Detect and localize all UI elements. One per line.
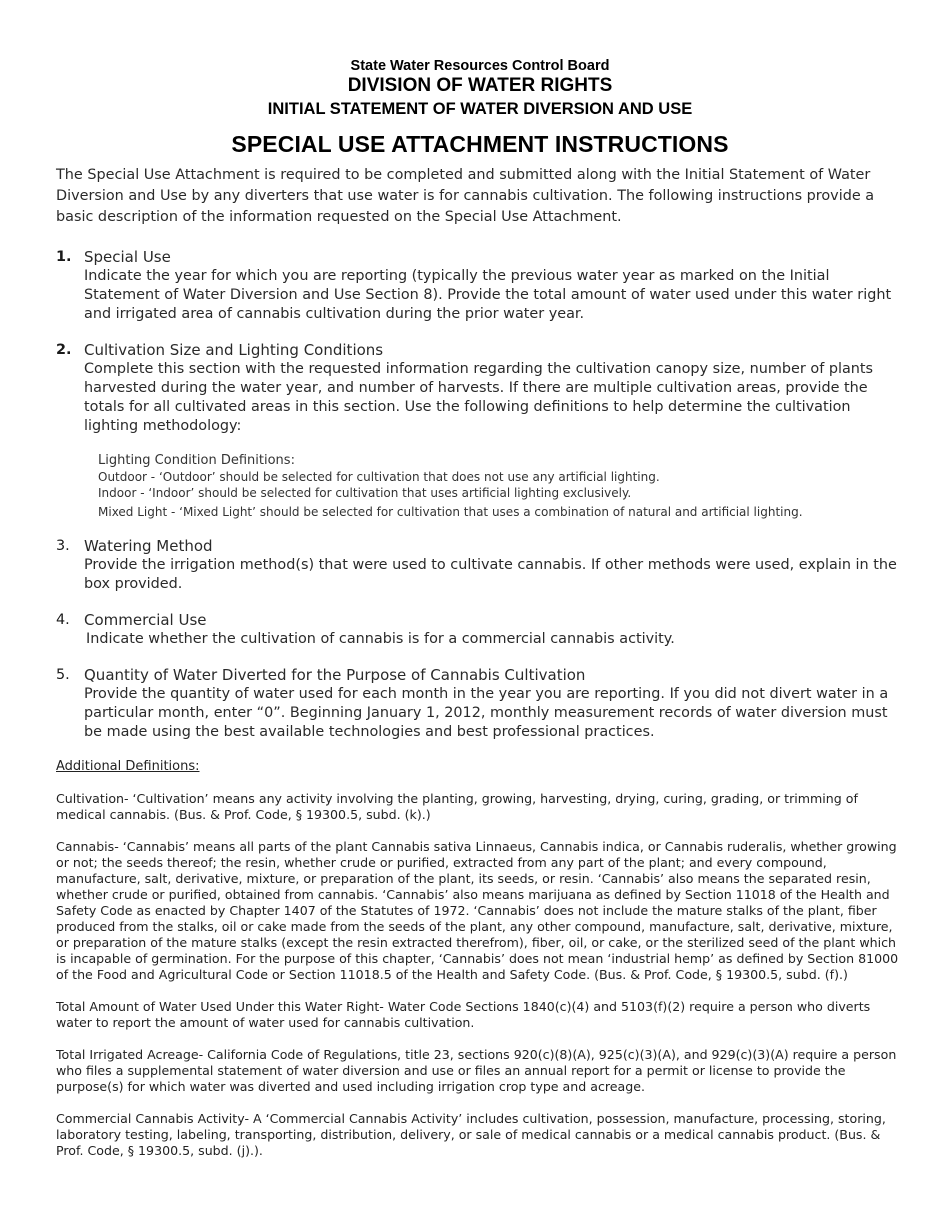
lighting-definitions-title: Lighting Condition Definitions: — [98, 453, 295, 468]
intro-paragraph: The Special Use Attachment is required to be completed and submitted along with the Initial Statement of Water Diversion and Use by any diverters that use water is for cannabis cultivation. The following instructions provide a basic description of the information requested on the Special Use Attachment. — [56, 167, 875, 225]
definition-commercial-activity: Commercial Cannabis Activity- A ‘Commercial Cannabis Activity’ includes cultivation, possession, manufacture, processing, storing, laboratory testing, labeling, transporting, distribution, delivery, or sale of medical cannabis or a medical cannabis product. (Bus. & Prof. Code, § 19300.5, subd. (j).). — [56, 1111, 886, 1158]
instruction-item-watering-method — [56, 537, 904, 594]
division-name: DIVISION OF WATER RIGHTS — [347, 75, 613, 96]
lighting-mixed: Mixed Light - ‘Mixed Light’ should be selected for cultivation that uses a combination of natural and artificial lighting. — [98, 505, 803, 519]
definition-total-acreage: Total Irrigated Acreage- California Code of Regulations, title 23, sections 920(c)(8)(A), 925(c)(3)(A), and 929(c)(3)(A) require a person who files a supplemental statement of water diversion and use or files an annual report for a permit or license to provide the purpose(s) for which water was diverted and used including irrigation crop type and acreage. — [56, 1047, 897, 1094]
additional-definitions-heading: Additional Definitions: — [56, 759, 200, 774]
item-title: Watering Method — [84, 537, 213, 555]
item-number: 1. — [56, 249, 72, 265]
instruction-item-cultivation-size — [56, 341, 904, 520]
item-title: Cultivation Size and Lighting Conditions — [84, 341, 384, 359]
item-number: 2. — [56, 342, 72, 358]
instruction-list — [56, 248, 904, 742]
definition-total-water: Total Amount of Water Used Under this Water Right- Water Code Sections 1840(c)(4) and 5103(f)(2) require a person who diverts water to report the amount of water used for cannabis cultivation. — [56, 999, 871, 1030]
statement-title: INITIAL STATEMENT OF WATER DIVERSION AND USE — [267, 100, 693, 118]
definition-cannabis: Cannabis- ‘Cannabis’ means all parts of the plant Cannabis sativa Linnaeus, Cannabis indica, or Cannabis ruderalis, whether growing or not; the seeds thereof; the resin, whether crude or purified, extracted from any part of the plant; and every compound, manufacture, salt, derivative, mixture, or preparation of the plant, its seeds, or resin. ‘Cannabis’ also means the separated resin, whether crude or purified, obtained from cannabis. ‘Cannabis’ also means marijuana as defined by Section 11018 of the Health and Safety Code as enacted by Chapter 1407 of the Statutes of 1972. ‘Cannabis’ does not include the mature stalks of the plant, fiber produced from the stalks, oil or cake made from the seeds of the plant, any other compound, manufacture, salt, derivative, mixture, or preparation of the mature stalks (except the resin extracted therefrom), fiber, oil, or cake, or the sterilized seed of the plant which is incapable of germination. For the purpose of this chapter, ‘Cannabis’ does not mean ‘industrial hemp’ as defined by Section 81000 of the Food and Agricultural Code or Section 11018.5 of the Health and Safety Code. (Bus. & Prof. Code, § 19300.5, subd. (f).) — [56, 839, 899, 982]
page-title: SPECIAL USE ATTACHMENT INSTRUCTIONS — [231, 131, 729, 157]
board-name: State Water Resources Control Board — [350, 58, 610, 74]
instruction-item-quantity-diverted — [56, 666, 904, 742]
lighting-indoor: Indoor - ‘Indoor’ should be selected for cultivation that uses artificial lighting exclusively. — [98, 486, 632, 500]
item-text: Provide the quantity of water used for each month in the year you are reporting. If you did not divert water in a particular month, enter “0”. Beginning January 1, 2012, monthly measurement records of water diversion must be made using the best available technologies and best professional practices. — [84, 686, 889, 740]
item-number: 4. — [56, 612, 70, 628]
instruction-item-special-use — [56, 248, 904, 324]
item-number: 3. — [56, 538, 70, 554]
item-text: Indicate the year for which you are reporting (typically the previous water year as marked on the Initial Statement of Water Diversion and Use Section 8). Provide the total amount of water used under this water right and irrigated area of cannabis cultivation during the prior water year. — [84, 268, 892, 322]
instruction-item-commercial-use — [56, 611, 904, 649]
lighting-outdoor: Outdoor - ‘Outdoor’ should be selected for cultivation that does not use any artificial lighting. — [98, 470, 660, 484]
document-header — [56, 0, 904, 159]
item-text: Indicate whether the cultivation of cannabis is for a commercial cannabis activity. — [86, 631, 675, 647]
lighting-definitions — [98, 453, 904, 520]
item-number: 5. — [56, 667, 70, 683]
item-title: Commercial Use — [84, 611, 207, 629]
item-title: Quantity of Water Diverted for the Purpose of Cannabis Cultivation — [84, 666, 586, 684]
item-text: Complete this section with the requested information regarding the cultivation canopy size, number of plants harvested during the water year, and number of harvests. If there are multiple cultivation areas, provide the totals for all cultivated areas in this section. Use the following definitions to help determine the cultivation lighting methodology: — [84, 361, 874, 434]
item-title: Special Use — [84, 248, 171, 266]
definition-cultivation: Cultivation- ‘Cultivation’ means any activity involving the planting, growing, harvesting, drying, curing, grading, or trimming of medical cannabis. (Bus. & Prof. Code, § 19300.5, subd. (k).) — [56, 791, 858, 822]
item-text: Provide the irrigation method(s) that were used to cultivate cannabis. If other methods were used, explain in the box provided. — [84, 557, 897, 592]
